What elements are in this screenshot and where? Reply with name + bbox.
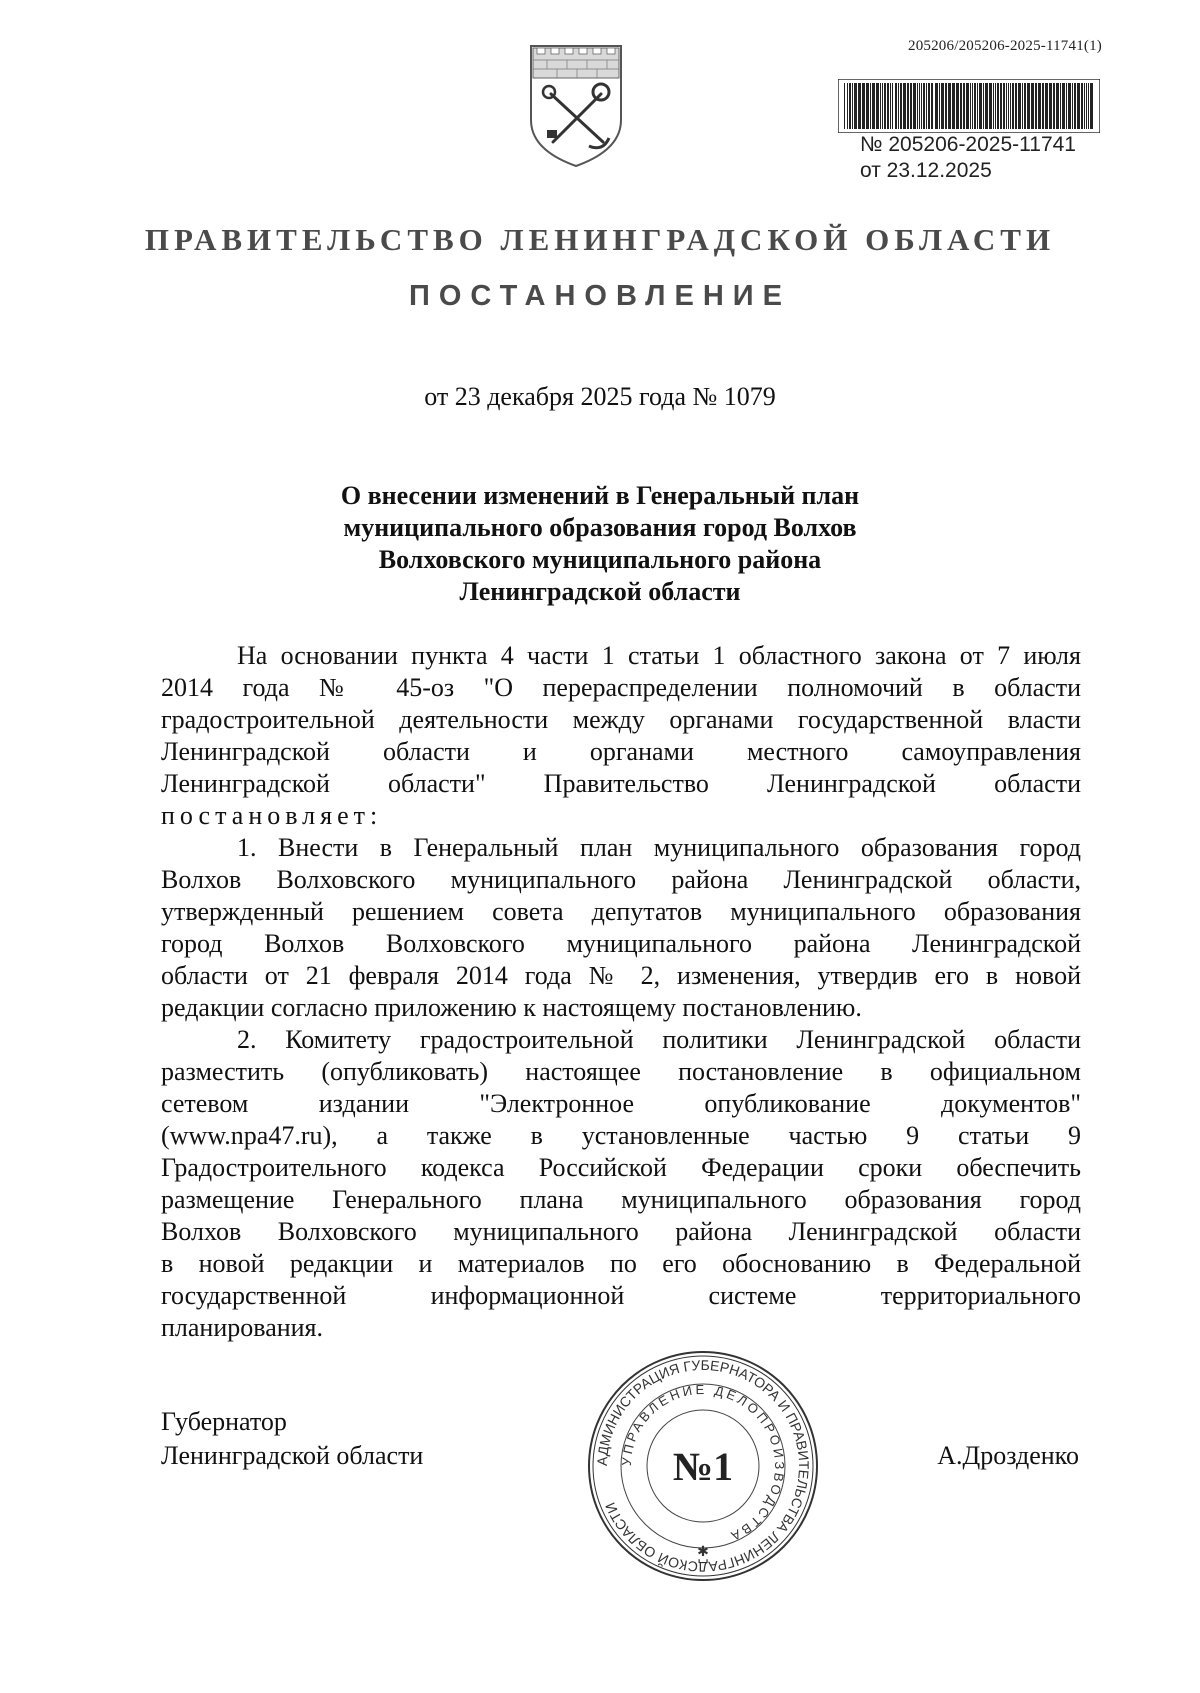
barcode-bar: [1022, 83, 1023, 129]
barcode-bar: [941, 83, 944, 129]
subject-line: Волховского муниципального района: [378, 545, 822, 574]
barcode-bar: [926, 83, 927, 129]
subject-line: Ленинградской области: [459, 577, 741, 606]
body-line: Ленинградской области" Правительство Ленинградской области: [161, 769, 1081, 798]
barcode-bar: [1084, 83, 1085, 129]
official-seal-icon: [585, 1348, 821, 1584]
barcode-bar: [917, 83, 918, 129]
barcode-bar: [858, 83, 861, 129]
barcode-bar: [1027, 83, 1030, 129]
barcode-bar: [1015, 83, 1017, 129]
barcode-bar: [887, 83, 889, 129]
registration-number: № 205206-2025-11741: [860, 133, 1076, 156]
signatory-name: А.Дрозденко: [937, 1441, 1079, 1470]
barcode-bar: [1003, 83, 1005, 129]
barcode-bar: [974, 83, 976, 129]
barcode-bar: [903, 83, 906, 129]
body-line: (www.npa47.ru), а также в установленные частью 9 статьи 9: [161, 1121, 1081, 1150]
barcode-bar: [1035, 83, 1037, 129]
barcode-bar: [956, 83, 959, 129]
seal-inner-text: УПРАВЛЕНИЕ ДЕЛОПРОИЗВОДСТВА: [618, 1381, 788, 1545]
barcode-bar: [923, 83, 925, 129]
barcode-bar: [979, 83, 982, 129]
barcode-bar: [1066, 83, 1067, 129]
barcode-bar: [995, 83, 996, 129]
body-line: Волхов Волховского муниципального района Ленинградской области: [161, 1217, 1081, 1246]
barcode-bar: [919, 83, 920, 129]
decree-date-line: от 23 декабря 2025 года № 1079: [424, 382, 776, 411]
decree-body: [161, 640, 1081, 1344]
barcode-bar: [895, 83, 897, 129]
barcode-bar: [844, 83, 845, 129]
barcode-bar: [960, 83, 962, 129]
barcode-icon: [838, 79, 1100, 133]
body-line: 2014 года № 45-оз "О перераспределении полномочий в области: [161, 673, 1081, 702]
barcode-bar: [892, 83, 893, 129]
barcode-bar: [921, 83, 922, 129]
barcode-bar: [1062, 83, 1065, 129]
barcode-bar: [872, 83, 875, 129]
body-line: планирования.: [161, 1313, 324, 1342]
barcode-bar: [847, 83, 848, 129]
barcode-bar: [1081, 83, 1083, 129]
barcode-bar: [862, 83, 865, 129]
barcode-bar: [866, 83, 869, 129]
barcode-bar: [882, 83, 883, 129]
body-line: разместить (опубликовать) настоящее постановление в официальном: [161, 1057, 1081, 1086]
barcode-bar: [1088, 83, 1089, 129]
signatory-role: [161, 1405, 423, 1473]
body-line: редакции согласно приложению к настоящему постановлению.: [161, 993, 862, 1022]
barcode-bar: [948, 83, 951, 129]
registration-block: [860, 132, 1076, 184]
decree-title: ПОСТАНОВЛЕНИЕ: [409, 280, 791, 312]
barcode-bar: [1053, 83, 1055, 129]
body-line: размещение Генерального плана муниципального образования город: [161, 1185, 1081, 1214]
body-line: Волхов Волховского муниципального района Ленинградской области,: [161, 865, 1081, 894]
barcode-bar: [854, 83, 857, 129]
barcode-bar: [977, 83, 978, 129]
coat-of-arms-icon: [527, 42, 625, 170]
barcode-bar: [1077, 83, 1080, 129]
barcode-bar: [928, 83, 930, 129]
barcode-bar: [852, 83, 853, 129]
barcode-bar: [910, 83, 912, 129]
barcode-bar: [898, 83, 899, 129]
barcode-bar: [1049, 83, 1052, 129]
seal-number: №1: [672, 1444, 734, 1489]
barcode-bar: [849, 83, 851, 129]
document-code: 205206/205206-2025-11741(1): [908, 38, 1102, 54]
barcode-bar: [1000, 83, 1002, 129]
body-line: области от 21 февраля 2014 года № 2, изменения, утвердив его в новой: [161, 961, 1081, 990]
body-line: в новой редакции и материалов по его обоснованию в Федеральной: [161, 1249, 1081, 1278]
barcode-bar: [1072, 83, 1073, 129]
body-line: На основании пункта 4 части 1 статьи 1 областного закона от 7 июля: [237, 641, 1081, 670]
body-line: Ленинградской области и органами местного самоуправления: [161, 737, 1081, 766]
barcode-bar: [880, 83, 881, 129]
barcode-bar: [1090, 83, 1093, 129]
barcode-bar: [1038, 83, 1041, 129]
barcode-bar: [993, 83, 994, 129]
barcode-bar: [972, 83, 973, 129]
barcode-bar: [1008, 83, 1009, 129]
barcode-bar: [884, 83, 886, 129]
seal-star-icon: ✱: [697, 1545, 709, 1560]
barcode-bar: [1010, 83, 1011, 129]
barcode-bar: [870, 83, 871, 129]
body-line: 1. Внести в Генеральный план муниципального образования город: [237, 833, 1081, 862]
subject-line: муниципального образования город Волхов: [343, 513, 857, 542]
barcode-bar: [997, 83, 999, 129]
body-line: сетевом издании "Электронное опубликование документов": [161, 1089, 1081, 1118]
body-line: градостроительной деятельности между органами государственной власти: [161, 705, 1081, 734]
government-title: ПРАВИТЕЛЬСТВО ЛЕНИНГРАДСКОЙ ОБЛАСТИ: [144, 222, 1056, 257]
body-line: город Волхов Волховского муниципального района Ленинградской: [161, 929, 1081, 958]
barcode-bar: [1012, 83, 1014, 129]
signatory-role-line: Губернатор: [161, 1407, 287, 1436]
barcode-bar: [1042, 83, 1044, 129]
barcode-bar: [939, 83, 940, 129]
barcode-bar: [913, 83, 916, 129]
barcode-bar: [1006, 83, 1007, 129]
barcode-bar: [1045, 83, 1048, 129]
decree-subject: [0, 480, 1200, 608]
barcode-bar: [1074, 83, 1076, 129]
body-line: 2. Комитету градостроительной политики Ленинградской области: [237, 1025, 1081, 1054]
seal-outer-text: АДМИНИСТРАЦИЯ ГУБЕРНАТОРА И ПРАВИТЕЛЬСТВА ЛЕНИНГРАДСКОЙ ОБЛАСТИ: [593, 1356, 813, 1576]
barcode-bar: [1068, 83, 1071, 129]
body-line: Градостроительного кодекса Российской Федерации сроки обеспечить: [161, 1153, 1081, 1182]
barcode-bar: [966, 83, 969, 129]
signatory-role-line: Ленинградской области: [161, 1441, 424, 1470]
barcode-bar: [935, 83, 938, 129]
registration-date: от 23.12.2025: [860, 159, 992, 182]
barcode-bar: [1086, 83, 1087, 129]
body-line: постановляет:: [161, 801, 383, 830]
barcode-bar: [907, 83, 909, 129]
barcode-bar: [983, 83, 984, 129]
barcode-bar: [1031, 83, 1034, 129]
barcode-bar: [1018, 83, 1021, 129]
barcode-bar: [890, 83, 891, 129]
barcode-bar: [952, 83, 955, 129]
barcode-bar: [900, 83, 902, 129]
body-line: утвержденный решением совета депутатов муниципального образования: [161, 897, 1081, 926]
barcode-bar: [931, 83, 933, 129]
subject-line: О внесении изменений в Генеральный план: [340, 481, 860, 510]
barcode-bar: [985, 83, 988, 129]
barcode-bar: [970, 83, 971, 129]
barcode-bar: [945, 83, 947, 129]
barcode-bar: [1024, 83, 1026, 129]
barcode-bar: [876, 83, 879, 129]
barcode-bar: [989, 83, 992, 129]
barcode-bar: [1060, 83, 1061, 129]
body-line: государственной информационной системе территориального: [161, 1281, 1081, 1310]
barcode-bar: [963, 83, 965, 129]
barcode-bar: [1056, 83, 1059, 129]
